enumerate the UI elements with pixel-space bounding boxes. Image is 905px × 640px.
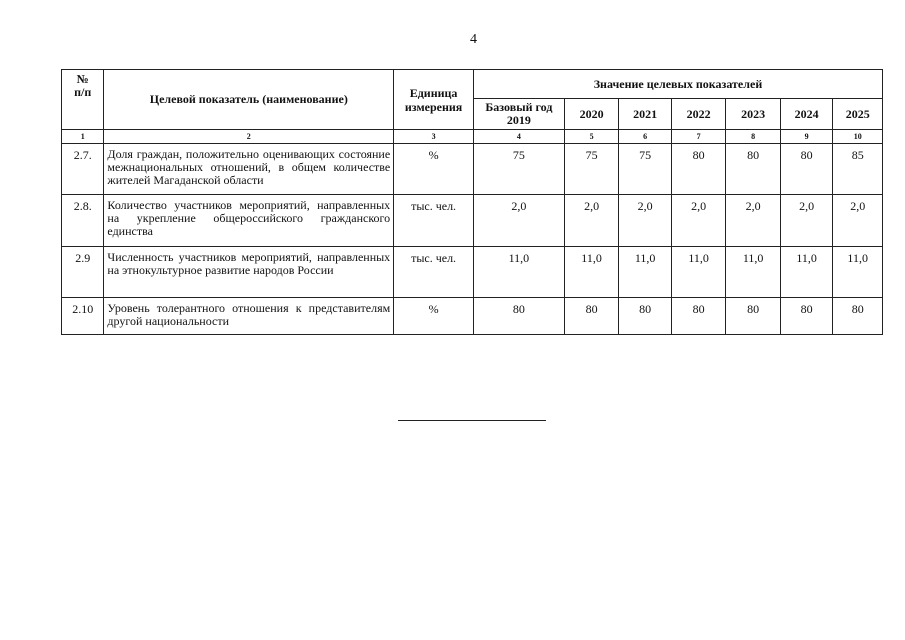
value-2021: 2,0 [619,195,672,247]
indicator-name: Уровень толерантного отношения к представителям другой национальности [104,298,394,335]
header-values-group: Значение целевых показателей [473,70,882,99]
table-row [62,247,883,298]
value-2024: 80 [780,144,833,195]
column-number: 6 [619,130,672,144]
column-number: 8 [726,130,781,144]
column-number: 3 [394,130,474,144]
header-unit: Единица измерения [394,70,474,130]
value-2021: 80 [619,298,672,335]
value-2023: 2,0 [726,195,781,247]
value-2025: 80 [833,298,883,335]
value-base-2019: 80 [473,298,564,335]
header-year-2020: 2020 [564,99,619,130]
row-number: 2.10 [62,298,104,335]
column-number: 7 [671,130,726,144]
value-2025: 2,0 [833,195,883,247]
indicator-unit: тыс. чел. [394,195,474,247]
value-2020: 80 [564,298,619,335]
column-number: 5 [564,130,619,144]
value-2021: 75 [619,144,672,195]
value-2024: 2,0 [780,195,833,247]
end-divider-line [398,420,546,421]
value-base-2019: 2,0 [473,195,564,247]
value-2023: 11,0 [726,247,781,298]
value-2023: 80 [726,298,781,335]
row-number: 2.8. [62,195,104,247]
header-year-2021: 2021 [619,99,672,130]
header-year-2024: 2024 [780,99,833,130]
table-row [62,298,883,335]
indicator-unit: % [394,298,474,335]
value-2022: 80 [671,144,726,195]
column-number: 9 [780,130,833,144]
indicator-name: Численность участников мероприятий, направленных на этнокультурное развитие народов России [104,247,394,298]
header-year-base: Базовый год 2019 [473,99,564,130]
column-number: 2 [104,130,394,144]
value-2020: 75 [564,144,619,195]
row-number: 2.9 [62,247,104,298]
page-number: 4 [470,32,477,47]
column-number: 10 [833,130,883,144]
value-2024: 80 [780,298,833,335]
indicator-name: Количество участников мероприятий, направленных на укрепление общероссийского гражданского единства [104,195,394,247]
value-2022: 11,0 [671,247,726,298]
header-year-2025: 2025 [833,99,883,130]
value-2024: 11,0 [780,247,833,298]
header-year-2022: 2022 [671,99,726,130]
value-2023: 80 [726,144,781,195]
row-number: 2.7. [62,144,104,195]
header-name: Целевой показатель (наименование) [104,70,394,130]
value-base-2019: 11,0 [473,247,564,298]
indicator-unit: % [394,144,474,195]
value-2025: 85 [833,144,883,195]
header-row-1 [62,70,883,99]
value-2025: 11,0 [833,247,883,298]
table-row [62,144,883,195]
header-year-2023: 2023 [726,99,781,130]
value-2021: 11,0 [619,247,672,298]
value-2020: 2,0 [564,195,619,247]
indicator-name: Доля граждан, положительно оценивающих состояние межнациональных отношений, в общем количестве жителей Магаданской области [104,144,394,195]
column-number: 1 [62,130,104,144]
value-2022: 2,0 [671,195,726,247]
value-base-2019: 75 [473,144,564,195]
header-num: № п/п [62,70,104,130]
value-2022: 80 [671,298,726,335]
indicators-table [61,69,883,335]
table-row [62,195,883,247]
indicator-unit: тыс. чел. [394,247,474,298]
column-numbers-row [62,130,883,144]
value-2020: 11,0 [564,247,619,298]
column-number: 4 [473,130,564,144]
